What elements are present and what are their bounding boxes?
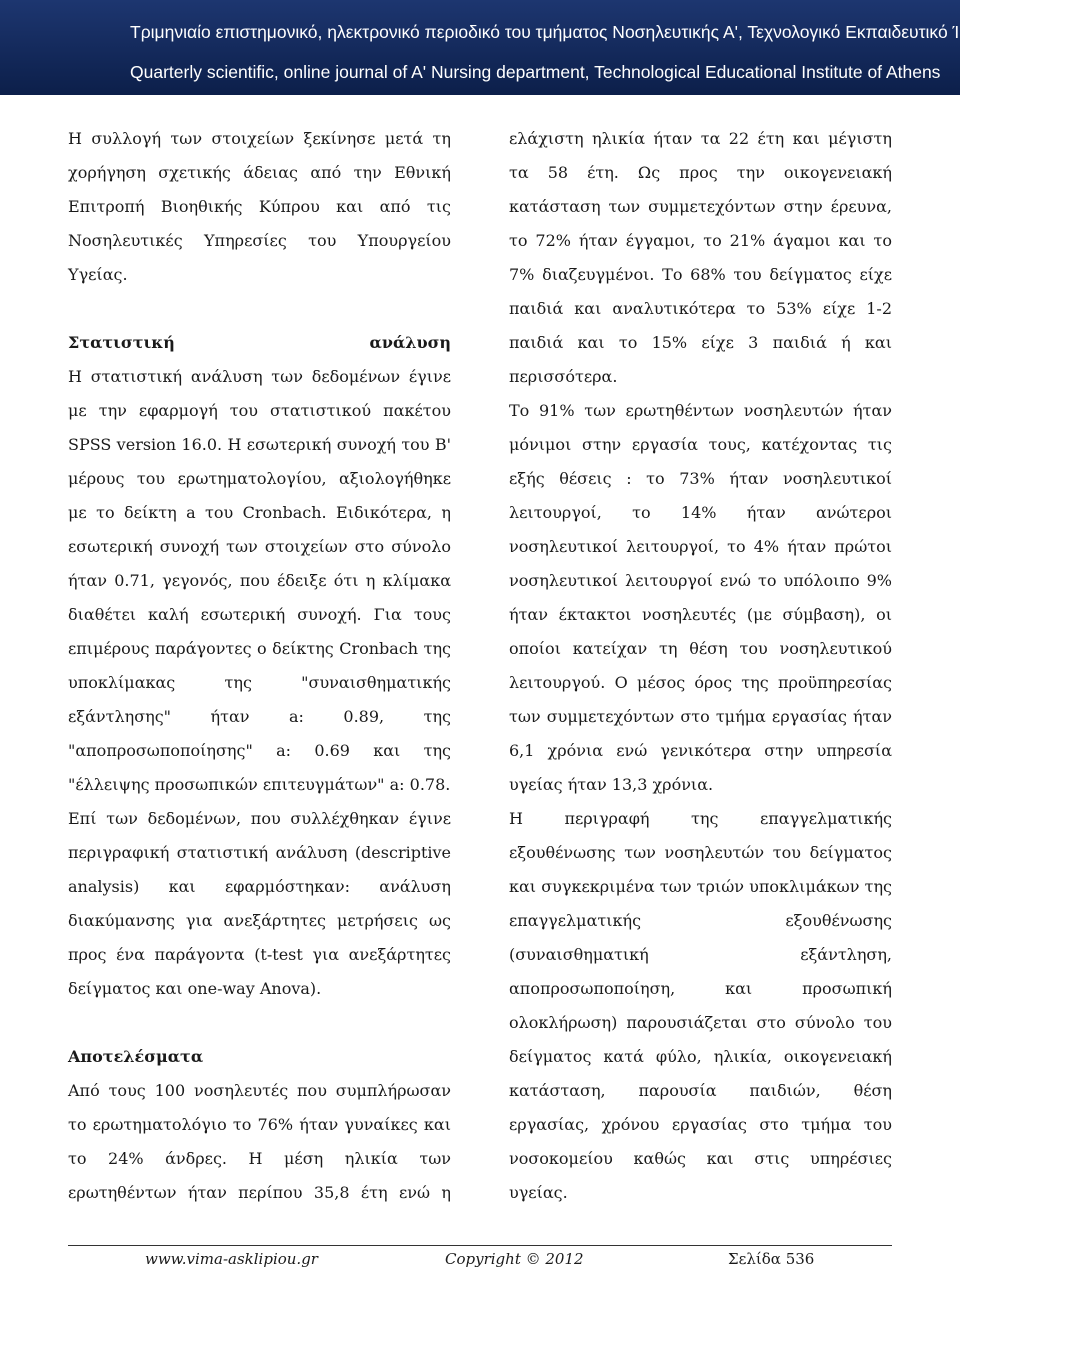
paragraph-employment: Το 91% των ερωτηθέντων νοσηλευτών ήταν μόνιμοι στην εργασία τους, κατέχοντας τις εξής θέσεις : το 73% ήταν νοσηλευτικοί λειτουργοί, το 14% ήταν ανώτεροι νοσηλευτικοί λειτουργοί, το 4% ήταν πρώτοι νοσηλευτικοί λειτουργοί ενώ το υπόλοιπο 9% ήταν έκτακτοι νοσηλευτές (με σύμβαση), οι οποίοι κατείχαν τη θέση του νοσηλευτικού λειτουργού. Ο μέσος όρος της προϋπηρεσίας των συμμετεχόντων στο τμήμα εργασίας ήταν 6,1 χρόνια ενώ γενικότερα στην υπηρεσία υγείας ήταν 13,3 χρόνια. xyxy=(509,401,892,794)
banner-title-greek: Τριμηνιαίο επιστημονικό, ηλεκτρονικό περιοδικό του τμήματος Νοσηλευτικής Α', Τεχνολογικό Εκπαιδευτικό Ίδρυμα Αθηνών xyxy=(130,22,1075,42)
paragraph-results: Από τους 100 νοσηλευτές που συμπλήρωσαν το ερωτηματολόγιο το 76% ήταν γυναίκες και το 24% άνδρες. Η μέση ηλικία των ερωτηθέντων ήταν περίπου 35,8 έτη ενώ η xyxy=(68,1081,451,1202)
paragraph-demographics: ελάχιστη ηλικία ήταν τα 22 έτη και μέγιστη τα 58 έτη. Ως προς την οικογενειακή κατάσταση των συμμετεχόντων στην έρευνα, το 72% ήταν έγγαμοι, το 21% άγαμοι και το 7% διαζευγμένοι. Το 68% του δείγματος είχε παιδιά και αναλυτικότερα το 53% είχε 1-2 παιδιά και το 15% είχε 3 παιδιά ή και περισσότερα. xyxy=(509,129,892,386)
footer-divider xyxy=(68,1245,892,1246)
paragraph-burnout-description: Η περιγραφή της επαγγελματικής εξουθένωσης των νοσηλευτών του δείγματος και συγκεκριμένα των τριών υποκλιμάκων της επαγγελματικής εξουθένωσης (συναισθηματική εξάντληση, αποπροσωποποίηση, και προσωπική ολοκλήρωση) παρουσιάζεται στο σύνολο του δείγματος κατά φύλο, ηλικία, οικογενειακή κατάσταση, παρουσία παιδιών, θέση εργασίας, χρόνου εργασίας στο τμήμα του νοσοκομείου καθώς και στις υπηρέσιες υγείας. xyxy=(509,809,892,1202)
heading-results: Αποτελέσματα xyxy=(68,1047,204,1066)
right-column xyxy=(509,122,892,1210)
footer-page-number: Σελίδα 536 xyxy=(728,1250,815,1268)
journal-banner xyxy=(0,0,1075,95)
left-column xyxy=(68,122,451,1210)
heading-statistical-analysis: Στατιστική ανάλυση xyxy=(68,333,451,352)
paragraph-statistics: Η στατιστική ανάλυση των δεδομένων έγινε με την εφαρμογή του στατιστικού πακέτου SPSS version 16.0. Η εσωτερική συνοχή του Β' μέρους του ερωτηματολογίου, αξιολογήθηκε με το δείκτη a του Cronbach. Ειδικότερα, η εσωτερική συνοχή των στοιχείων στο σύνολο ήταν 0.71, γεγονός, που έδειξε ότι η κλίμακα διαθέτει καλή εσωτερική συνοχή. Για τους επιμέρους παράγοντες ο δείκτης Cronbach της υποκλίμακας της "συναισθηματικής εξάντλησης" ήταν a: 0.89, της "αποπροσωποποίησης" a: 0.69 και της "έλλειψης προσωπικών επιτευγμάτων" a: 0.78. xyxy=(68,367,451,794)
spacer xyxy=(68,292,451,326)
paragraph-data-collection: Η συλλογή των στοιχείων ξεκίνησε μετά τη χορήγηση σχετικής άδειας από την Εθνική Επιτροπή Βιοηθικής Κύπρου και από τις Νοσηλευτικές Υπηρεσίες του Υπουργείου Υγείας. xyxy=(68,129,451,284)
banner-title-english: Quarterly scientific, online journal of A' Nursing department, Technological Educational Institute of Athens xyxy=(130,62,941,82)
paragraph-descriptive-analysis: Επί των δεδομένων, που συλλέχθηκαν έγινε περιγραφική στατιστική ανάλυση (descriptive analysis) και εφαρμόστηκαν: ανάλυση διακύμανσης για ανεξάρτητες μετρήσεις ως προς ένα παράγοντα (t-test για ανεξάρτητες δείγματος και one-way Anova). xyxy=(68,809,451,998)
footer-website-link[interactable]: www.vima-asklipiou.gr xyxy=(145,1250,318,1268)
footer-copyright: Copyright © 2012 xyxy=(445,1250,584,1268)
spacer xyxy=(68,1006,451,1040)
